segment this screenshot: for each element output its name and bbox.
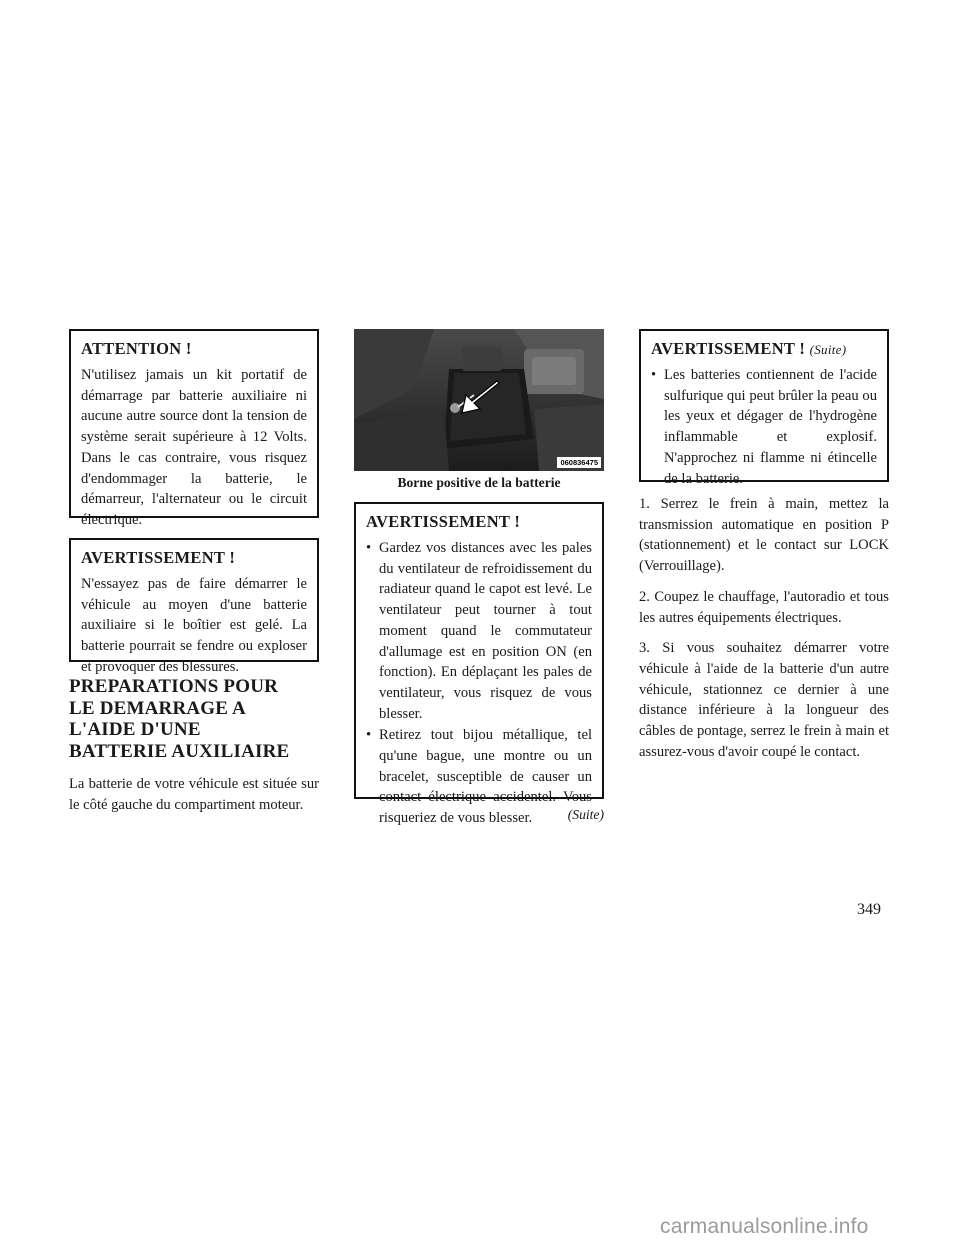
warning-title-2: AVERTISSEMENT ! xyxy=(366,512,521,531)
step-3: 3. Si vous souhaitez démarrer votre véhicule à l'aide de la batterie d'un autre véhicule, stationnez ce dernier à une distance inférieure à la longueur des câbles de pontage, serrez le frein à main et assurez-vous d'avoir coupé le contact. xyxy=(639,640,889,760)
column-1 xyxy=(69,329,319,815)
attention-box xyxy=(69,329,319,528)
bullet-item: • Les batteries contiennent de l'acide sulfurique qui peut brûler la peau ou les yeux et dégager de l'hydrogène inflammable et explosif. N'approchez ni flamme ni étincelle de la batterie. xyxy=(651,367,877,487)
watermark: carmanualsonline.info xyxy=(660,1215,869,1238)
attention-text: N'utilisez jamais un kit portatif de démarrage par batterie auxiliaire ni aucune autre source dont la tension de système serait supérieure à 12 Volts. Dans le cas contraire, vous risquez d'endommager la batterie, le démarreur, l'alternateur ou le circuit électrique. xyxy=(81,367,307,528)
attention-title: ATTENTION ! xyxy=(81,339,192,358)
warning-text-1: N'essayez pas de faire démarrer le véhicule au moyen d'une batterie auxiliaire si le boîtier est gelé. La batterie pourrait se fendre ou exploser et provoquer des blessures. xyxy=(81,576,307,675)
warning-title-3: AVERTISSEMENT ! (Suite) xyxy=(651,339,847,358)
continued-tag: (Suite) xyxy=(809,342,847,357)
step-2: 2. Coupez le chauffage, l'autoradio et tous les autres équipements électriques. xyxy=(639,588,889,626)
warning-box-3 xyxy=(639,329,889,487)
battery-illustration xyxy=(354,329,604,471)
battery-photo xyxy=(354,329,604,471)
bullet-item: • Retirez tout bijou métallique, tel qu'une bague, une montre ou un bracelet, susceptible de causer un contact électrique accidentel. Vous risqueriez de vous blesser. xyxy=(366,727,592,827)
page-number: 349 xyxy=(857,901,881,918)
warning-box-1 xyxy=(69,538,319,675)
warning-bullets-2 xyxy=(366,538,592,829)
warning-title-1: AVERTISSEMENT ! xyxy=(81,548,236,567)
bullet-item: • Gardez vos distances avec les pales du ventilateur de refroidissement du radiateur quand le capot est levé. Le ventilateur peut tourner à tout moment quand le commutateur d'allumage est en position ON (en fonction). En déplaçant les pales de ventilateur, vous risquez de vous blesser. xyxy=(366,540,592,722)
continued-label: (Suite) xyxy=(567,807,604,822)
section-heading: PREPARATIONS POUR LE DEMARRAGE A L'AIDE D'UNE BATTERIE AUXILIAIRE xyxy=(69,676,290,762)
step-1: 1. Serrez le frein à main, mettez la transmission automatique en position P (stationnement) et le contact sur LOCK (Verrouillage). xyxy=(639,496,889,575)
intro-paragraph: La batterie de votre véhicule est située sur le côté gauche du compartiment moteur. xyxy=(69,776,319,813)
figure-code: 060836475 xyxy=(557,457,601,468)
figure-caption: Borne positive de la batterie xyxy=(397,475,561,490)
column-3 xyxy=(639,329,889,762)
column-2 xyxy=(354,329,604,827)
warning-bullets-3 xyxy=(651,365,877,489)
